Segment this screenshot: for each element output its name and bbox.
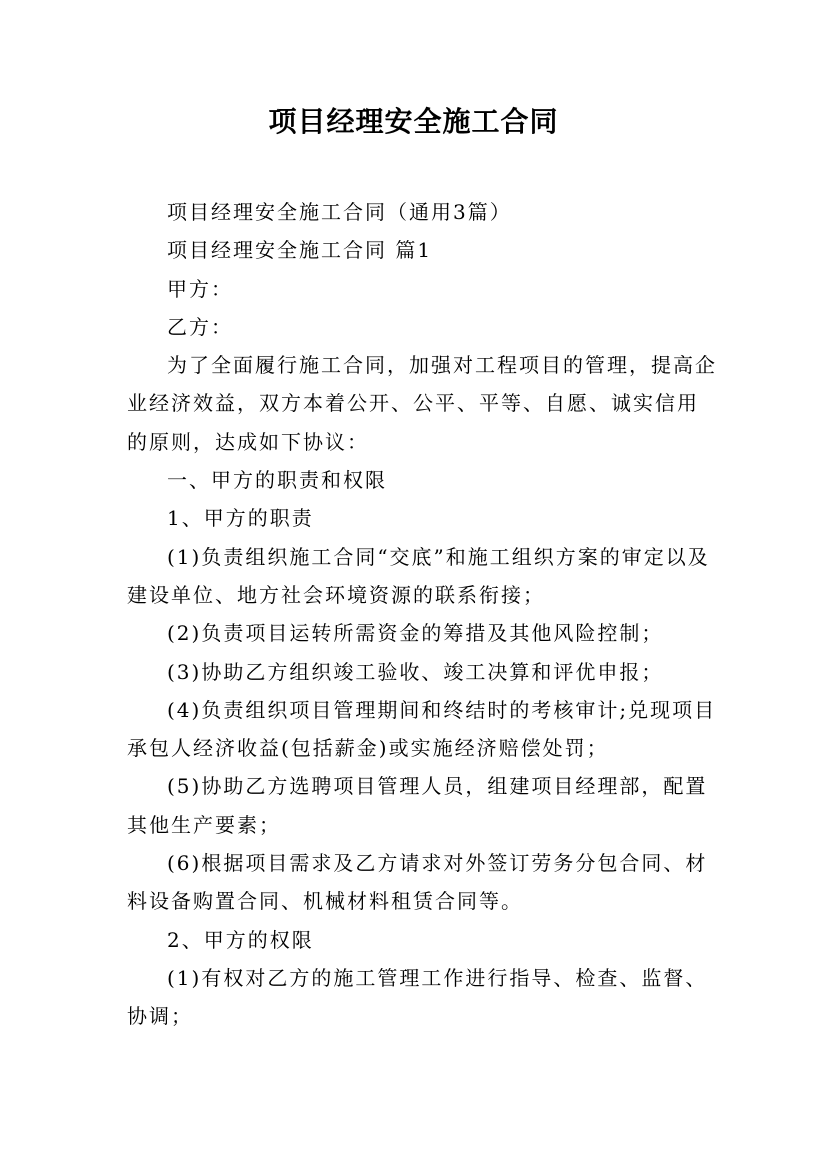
paragraph-party-b: 乙方： bbox=[167, 314, 233, 339]
paragraph-party-a: 甲方： bbox=[167, 276, 233, 301]
paragraph-subsection-1: 1、甲方的职责 bbox=[167, 506, 314, 531]
paragraph-item-2-1: (1)有权对乙方的施工管理工作进行指导、检查、监督、协调； bbox=[127, 965, 708, 1029]
document-title: 项目经理安全施工合同 bbox=[268, 105, 559, 138]
paragraph-preamble: 为了全面履行施工合同，加强对工程项目的管理，提高企业经济效益，双方本着公开、公平、平等、自愿、诚实信用的原则，达成如下协议： bbox=[127, 353, 717, 454]
paragraph-item-5: (5)协助乙方选聘项目管理人员，组建项目经理部，配置其他生产要素； bbox=[127, 774, 708, 837]
paragraph-item-4: (4)负责组织项目管理期间和终结时的考核审计;兑现项目承包人经济收益(包括薪金)或实施经济赔偿处罚； bbox=[127, 697, 717, 761]
paragraph-section-1: 一、甲方的职责和权限 bbox=[167, 468, 387, 493]
paragraph-item-1: (1)负责组织施工合同“交底”和施工组织方案的审定以及建设单位、地方社会环境资源的联系衔接； bbox=[127, 544, 710, 607]
paragraph-item-2: (2)负责项目运转所需资金的筹措及其他风险控制； bbox=[167, 621, 664, 646]
document-body bbox=[127, 193, 717, 1036]
paragraph-heading-general: 项目经理安全施工合同（通用3篇） bbox=[167, 200, 512, 224]
paragraph-item-3: (3)协助乙方组织竣工验收、竣工决算和评优申报； bbox=[167, 659, 664, 684]
paragraph-subsection-2: 2、甲方的权限 bbox=[167, 927, 314, 952]
paragraph-heading-part1: 项目经理安全施工合同 篇1 bbox=[167, 238, 433, 263]
paragraph-item-6: (6)根据项目需求及乙方请求对外签订劳务分包合同、材料设备购置合同、机械材料租赁合同等。 bbox=[127, 851, 708, 914]
